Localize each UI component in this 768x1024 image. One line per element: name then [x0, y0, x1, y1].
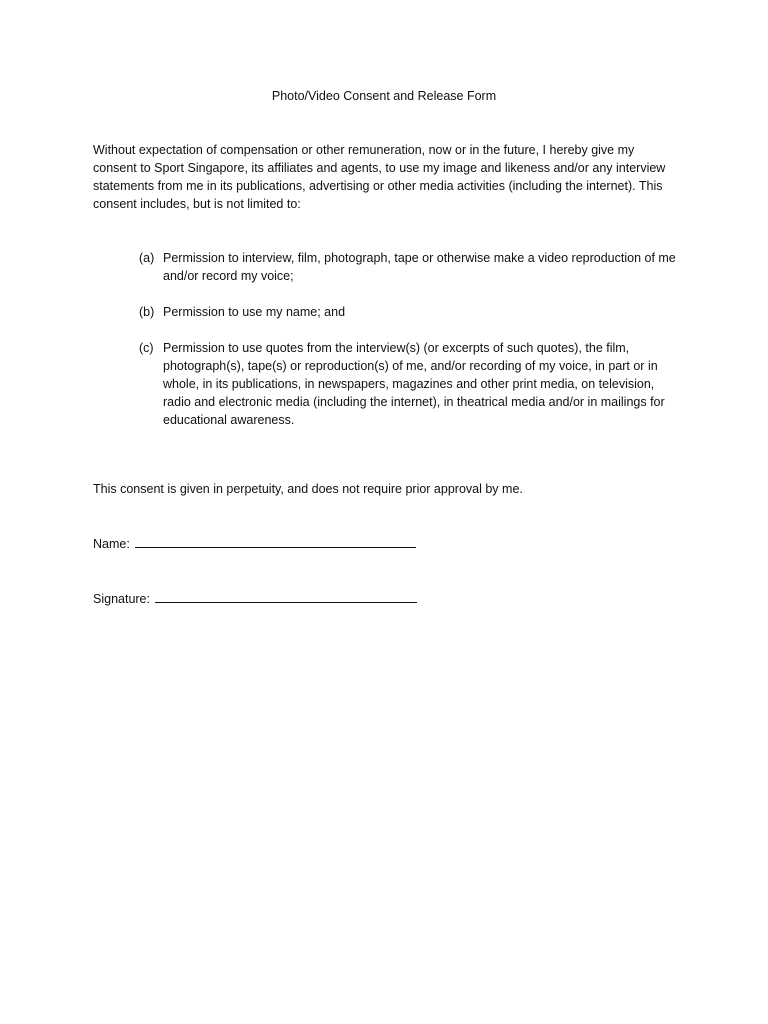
permission-text-c: Permission to use quotes from the interview(s) (or excerpts of such quotes), the film, photograph(s), tape(s) or reproduction(s) of me, and/or recording of my voice, in part or in whole, in its publications, in newspapers, magazines and other print media, on television, radio and electronic media (including the internet), in theatrical media and/or in mailings for educational awareness.: [163, 341, 665, 427]
form-title: Photo/Video Consent and Release Form: [271, 89, 497, 103]
permission-text-a: Permission to interview, film, photograph, tape or otherwise make a video reproduction of me and/or record my voice;: [163, 251, 676, 283]
permission-marker-a: (a): [139, 251, 155, 265]
perpetuity-statement: This consent is given in perpetuity, and does not require prior approval by me.: [93, 482, 523, 496]
name-input-line[interactable]: [135, 536, 416, 548]
permission-item-b: [139, 303, 684, 321]
permission-item-a: [139, 249, 684, 285]
permission-item-c: [139, 339, 684, 429]
signature-label: Signature:: [93, 592, 150, 606]
name-label: Name:: [93, 537, 130, 551]
permission-marker-b: (b): [139, 305, 155, 319]
signature-input-line[interactable]: [155, 591, 417, 603]
permission-marker-c: (c): [139, 341, 154, 355]
permission-text-b: Permission to use my name; and: [163, 305, 346, 319]
signature-field: [93, 591, 693, 607]
permissions-list: [139, 249, 684, 447]
name-field: [93, 536, 693, 552]
consent-intro-paragraph: Without expectation of compensation or other remuneration, now or in the future, I hereby give my consent to Sport Singapore, its affiliates and agents, to use my image and likeness and/or any interview statements from me in its publications, advertising or other media activities (including the internet). This consent includes, but is not limited to:: [93, 143, 666, 211]
